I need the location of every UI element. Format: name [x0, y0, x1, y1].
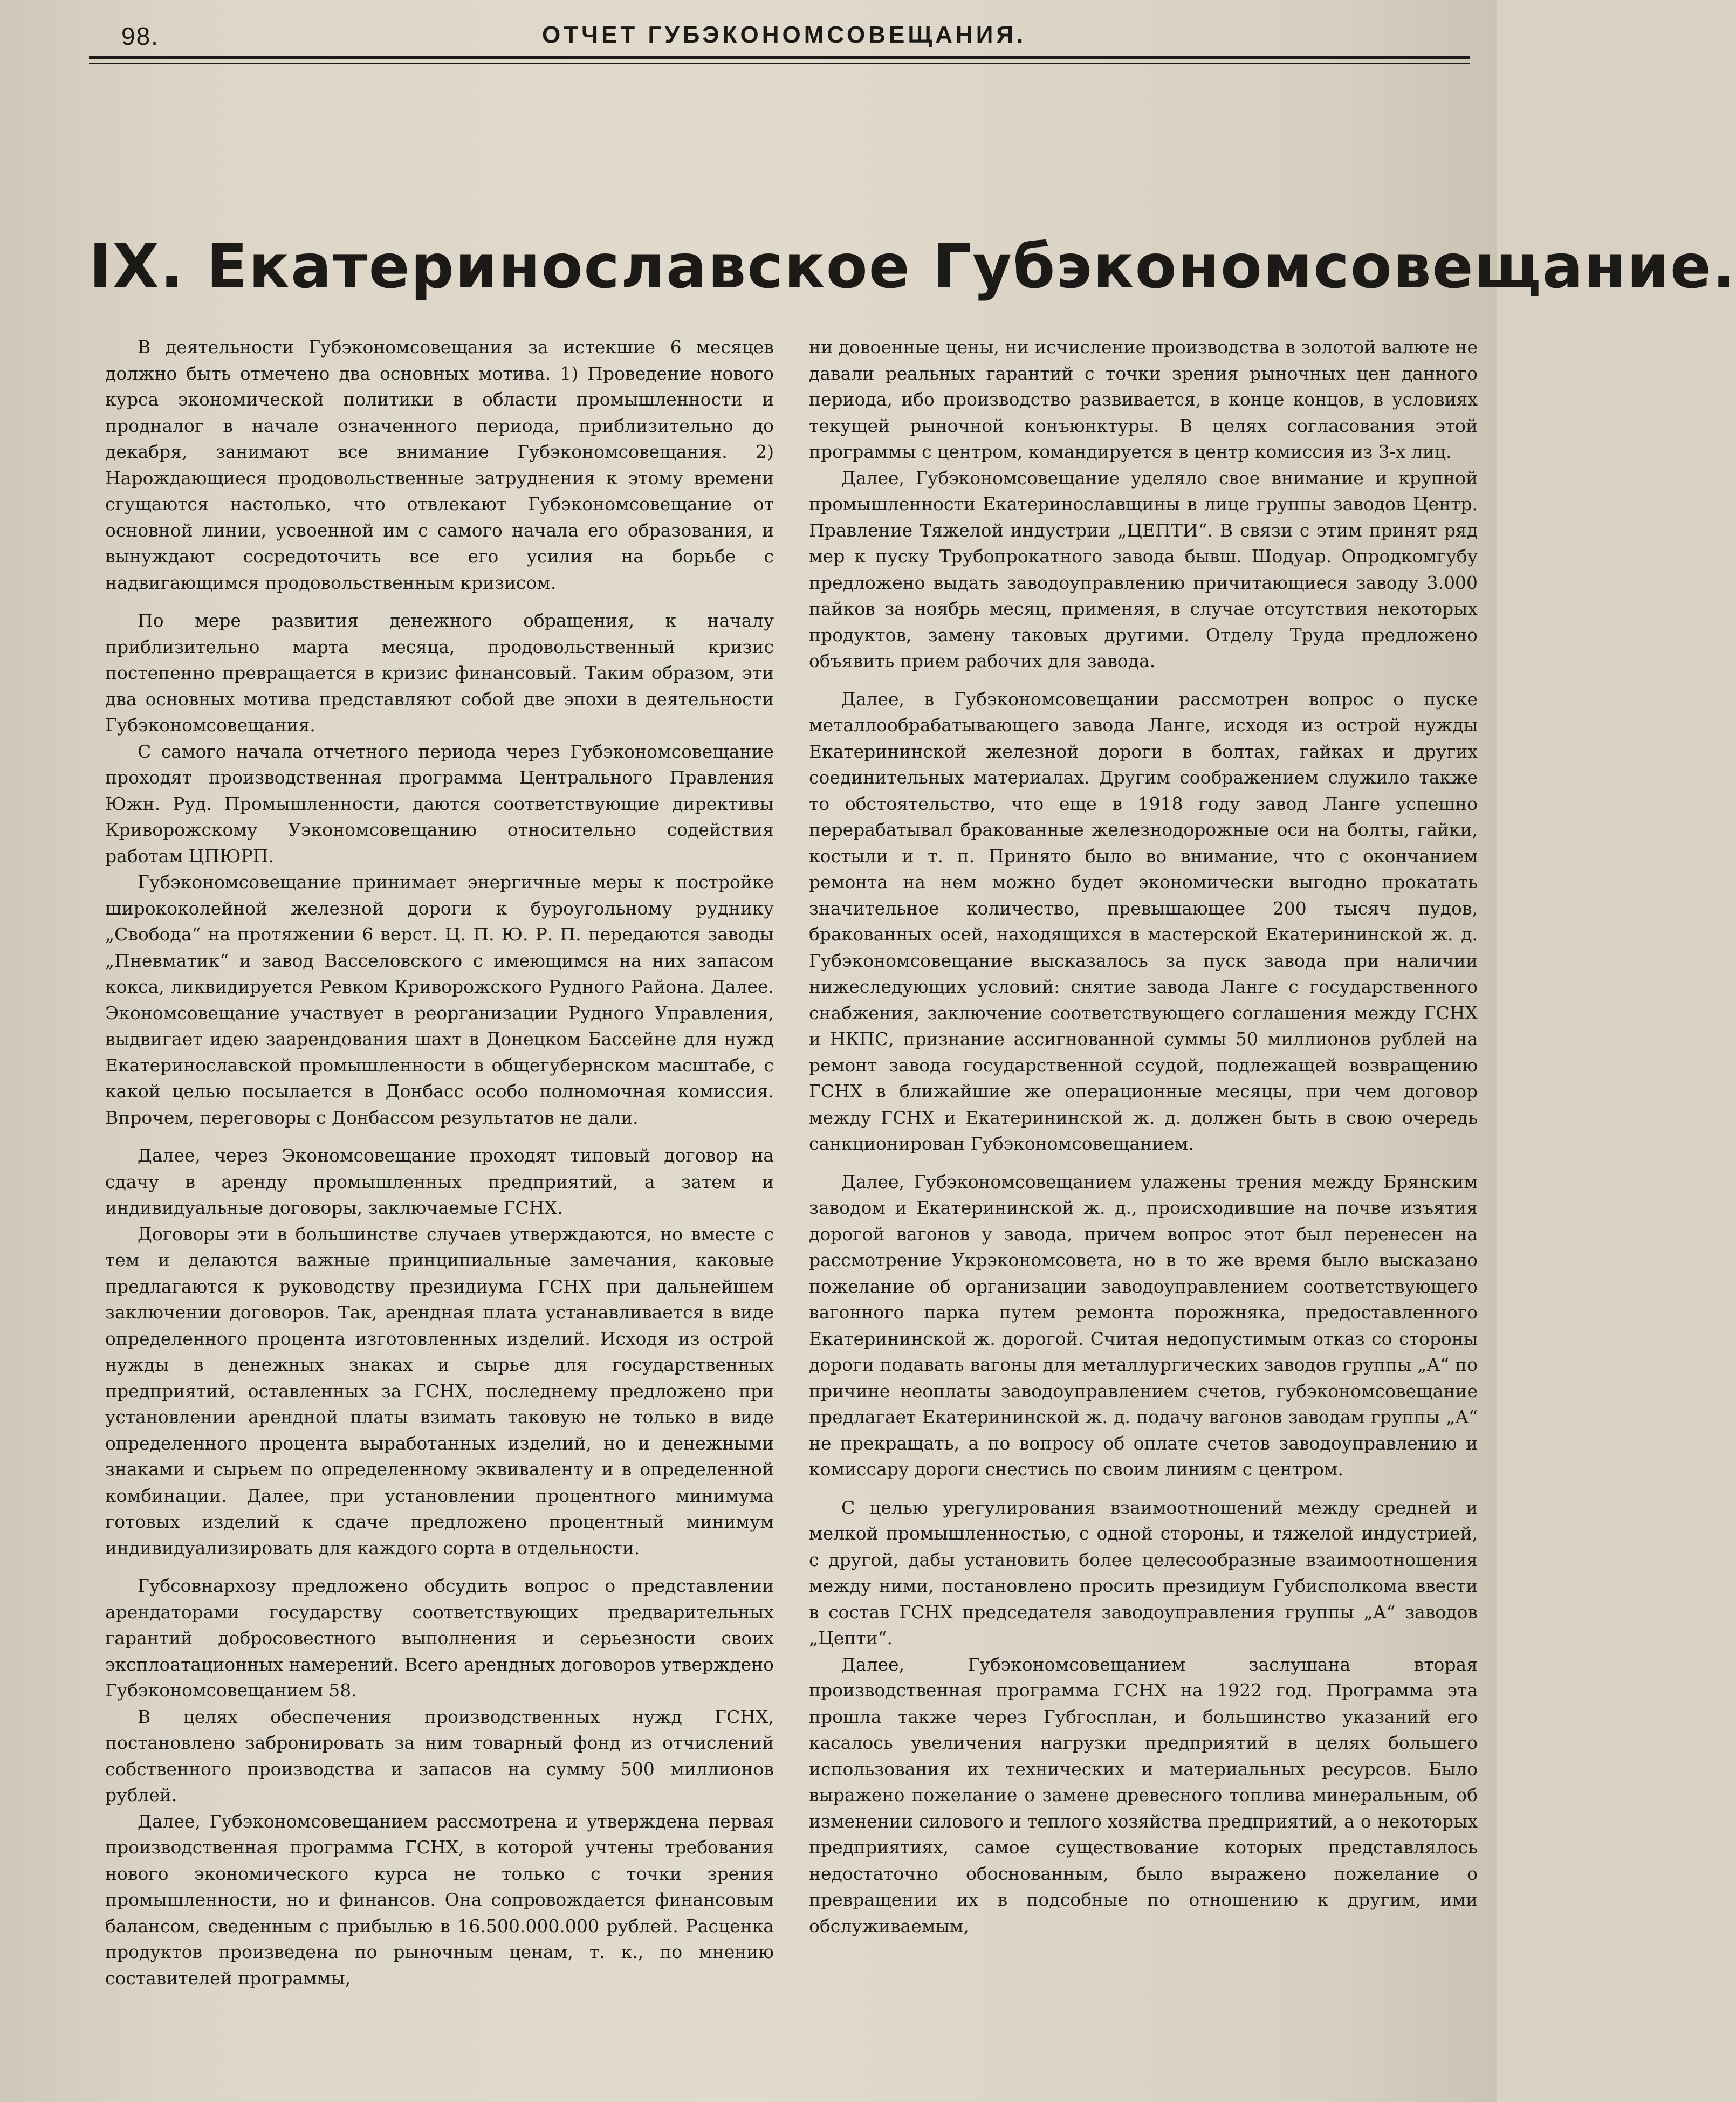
- paragraph: Далее, Губэкономсовещание уделяло свое внимание и крупной промышленности Екатеринославщины в лице группы заводов Центр. Правление Тяжелой индустрии „ЦЕПТИ“. В связи с этим принят ряд мер к пуску Трубопрокатного завода бывш. Шодуар. Опродкомгубу предложено выдать заводоуправлению причитающиеся заводу 3.000 пайков за ноябрь месяц, применяя, в случае отсутствия некоторых продуктов, замену таковых другими. Отделу Труда предложено объявить прием рабочих для завода.: [809, 467, 1478, 671]
- paragraph: Далее, Губэкономсовещанием заслушана вторая производственная программа ГСНХ на 1922 год. Программа эта прошла также через Губгосплан, и большинство указаний его касалось увеличения нагрузки предприятий в целях большего использования их технических и материальных ресурсов. Было выражено пожелание о замене древесного топлива минеральным, об изменении силового и теплого хозяйства предприятий, а о некоторых предприятиях, самое существование которых представлялось недостаточно обоснованным, было выражено пожелание о превращении их в подсобные по отношению к другим, ими обслуживаемым,: [809, 1653, 1478, 1936]
- paragraph: С самого начала отчетного периода через Губэкономсовещание проходят производственная программа Центрального Правления Южн. Руд. Промышленности, даются соответствующие директивы Криворожскому Уэкономсовещанию относительно содействия работам ЦПЮРП.: [105, 740, 774, 867]
- paragraph: Далее, в Губэкономсовещании рассмотрен вопрос о пуске металлообрабатывающего завода Ланге, исходя из острой нужды Екатерининской железной дороги в болтах, гайках и других соединительных материалах. Другим соображением служило также то обстоятельство, что еще в 1918 году завод Ланге успешно перерабатывал бракованные железнодорожные оси на болты, гайки, костыли и т. п. Принято было во внимание, что с окончанием ремонта на нем можно будет экономически выгодно прокатать значительное количество, превышающее 200 тысяч пудов, бракованных осей, находящихся в мастерской Екатерининской ж. д. Губэкономсовещание высказалось за пуск завода при наличии нижеследующих условий: снятие завода Ланге с государственного снабжения, заключение соответствующего соглашения между ГСНХ и НКПС, признание ассигнованной суммы 50 миллионов рублей на ремонт завода государственной ссудой, подлежащей возвращению ГСНХ в ближайшие же операционные месяцы, при чем договор между ГСНХ и Екатерининской ж. д. должен быть в свою очередь санкционирован Губэкономсовещанием.: [809, 688, 1478, 1154]
- paragraph: Далее, Губэкономсовещанием рассмотрена и утверждена первая производственная программа ГСНХ, в которой учтены требования нового экономического курса не только с точки зрения промышленности, но и финансов. Она сопровождается финансовым балансом, сведенным с прибылью в 16.500.000.000 рублей. Расценка продуктов произведена по рыночным ценам, т. к., по мнению составителей программы,: [105, 1810, 774, 1989]
- chapter-title: IX. Екатеринославское Губэкономсовещание.: [89, 232, 1736, 302]
- paragraph: Губэкономсовещание принимает энергичные меры к постройке ширококолейной железной дороги к буроугольному руднику „Свобода“ на протяжении 6 верст. Ц. П. Ю. Р. П. передаются заводы „Пневматик“ и завод Васселовского с имеющимся на них запасом кокса, ликвидируется Ревком Криворожского Рудного Района. Далее. Экономсовещание участвует в реорганизации Рудного Управления, выдвигает идею заарендования шахт в Донецком Бассейне для нужд Екатеринославской промышленности в общегубернском масштабе, с какой целью посылается в Донбасс особо полномочная комиссия. Впрочем, переговоры с Донбассом результатов не дали.: [105, 871, 774, 1128]
- paragraph: В целях обеспечения производственных нужд ГСНХ, постановлено забронировать за ним товарный фонд из отчислений собственного производства и запасов на сумму 500 миллионов рублей.: [105, 1706, 774, 1805]
- page-number: 98.: [121, 22, 159, 50]
- paragraph: Договоры эти в большинстве случаев утверждаются, но вместе с тем и делаются важные принципиальные замечания, каковые предлагаются к руководству президиума ГСНХ при дальнейшем заключении договоров. Так, арендная плата устанавливается в виде определенного процента изготовленных изделий. Исходя из острой нужды в денежных знаках и сырье для государственных предприятий, оставленных за ГСНХ, последнему предложено при установлении арендной платы взимать таковую не только в виде определенного процента выработанных изделий, но и денежными знаками и сырьем по определенному эквиваленту и в определенной комбинации. Далее, при установлении процентного минимума готовых изделий к сдаче предложено процентный минимум индивидуализировать для каждого сорта в отдельности.: [105, 1223, 774, 1558]
- paragraph: Далее, Губэкономсовещанием улажены трения между Брянским заводом и Екатерининской ж. д., происходившие на почве изъятия дорогой вагонов у завода, причем вопрос этот был перенесен на рассмотрение Укрэкономсовета, но в то же время было высказано пожелание об организации заводоуправлением соответствующего вагонного парка путем ремонта порожняка, предоставленного Екатерининской ж. дорогой. Считая недопустимым отказ со стороны дороги подавать вагоны для металлургических заводов группы „А“ по причине неоплаты заводоуправлением счетов, губэкономсовещание предлагает Екатерининской ж. д. подачу вагонов заводам группы „А“ не прекращать, а по вопросу об оплате счетов заводоуправлению и комиссару дороги снестись по своим линиям с центром.: [809, 1171, 1478, 1480]
- header-rule-thick: [89, 56, 1470, 59]
- paragraph-continued: ни довоенные цены, ни исчисление производства в золотой валюте не давали реальных гарантий с точки зрения рыночных цен данного периода, ибо производство развивается, в конце концов, в условиях текущей рыночной конъюнктуры. В целях согласования этой программы с центром, командируется в центр комиссия из 3-х лиц.: [809, 336, 1478, 462]
- paragraph: С целью урегулирования взаимоотношений между средней и мелкой промышленностью, с одной стороны, и тяжелой индустрией, с другой, дабы установить более целесообразные взаимоотношения между ними, постановлено просить президиум Губисполкома ввести в состав ГСНХ председателя заводоуправления группы „А“ заводов „Цепти“.: [809, 1496, 1478, 1648]
- left-column: [105, 334, 774, 2092]
- running-head: [89, 11, 1470, 59]
- header-rule-thin: [89, 63, 1470, 64]
- running-title: ОТЧЕТ ГУБЭКОНОМСОВЕЩАНИЯ.: [542, 22, 1027, 48]
- paragraph: Далее, через Экономсовещание проходят типовый договор на сдачу в аренду промышленных предприятий, а затем и индивидуальные договоры, заключаемые ГСНХ.: [105, 1145, 774, 1218]
- paragraph: По мере развития денежного обращения, к началу приблизительно марта месяца, продовольственный кризис постепенно превращается в кризис финансовый. Таким образом, эти два основных мотива представляют собой две эпохи в деятельности Губэкономсовещания.: [105, 610, 774, 736]
- right-column: [809, 334, 1478, 2092]
- paragraph: В деятельности Губэкономсовещания за истекшие 6 месяцев должно быть отмечено два основных мотива. 1) Проведение нового курса экономической политики в области промышленности и продналог в начале означенного периода, приблизительно до декабря, занимают все внимание Губэкономсовещания. 2) Нарождающиеся продовольственные затруднения к этому времени сгущаются настолько, что отвлекают Губэкономсовещание от основной линии, усвоенной им с самого начала его образования, и вынуждают сосредоточить все его усилия на борьбе с надвигающимся продовольственным кризисом.: [105, 336, 774, 593]
- paragraph: Губсовнархозу предложено обсудить вопрос о представлении арендаторами государству соответствующих предварительных гарантий добросовестного выполнения и серьезности своих эксплоатационных намерений. Всего арендных договоров утверждено Губэкономсовещанием 58.: [105, 1575, 774, 1701]
